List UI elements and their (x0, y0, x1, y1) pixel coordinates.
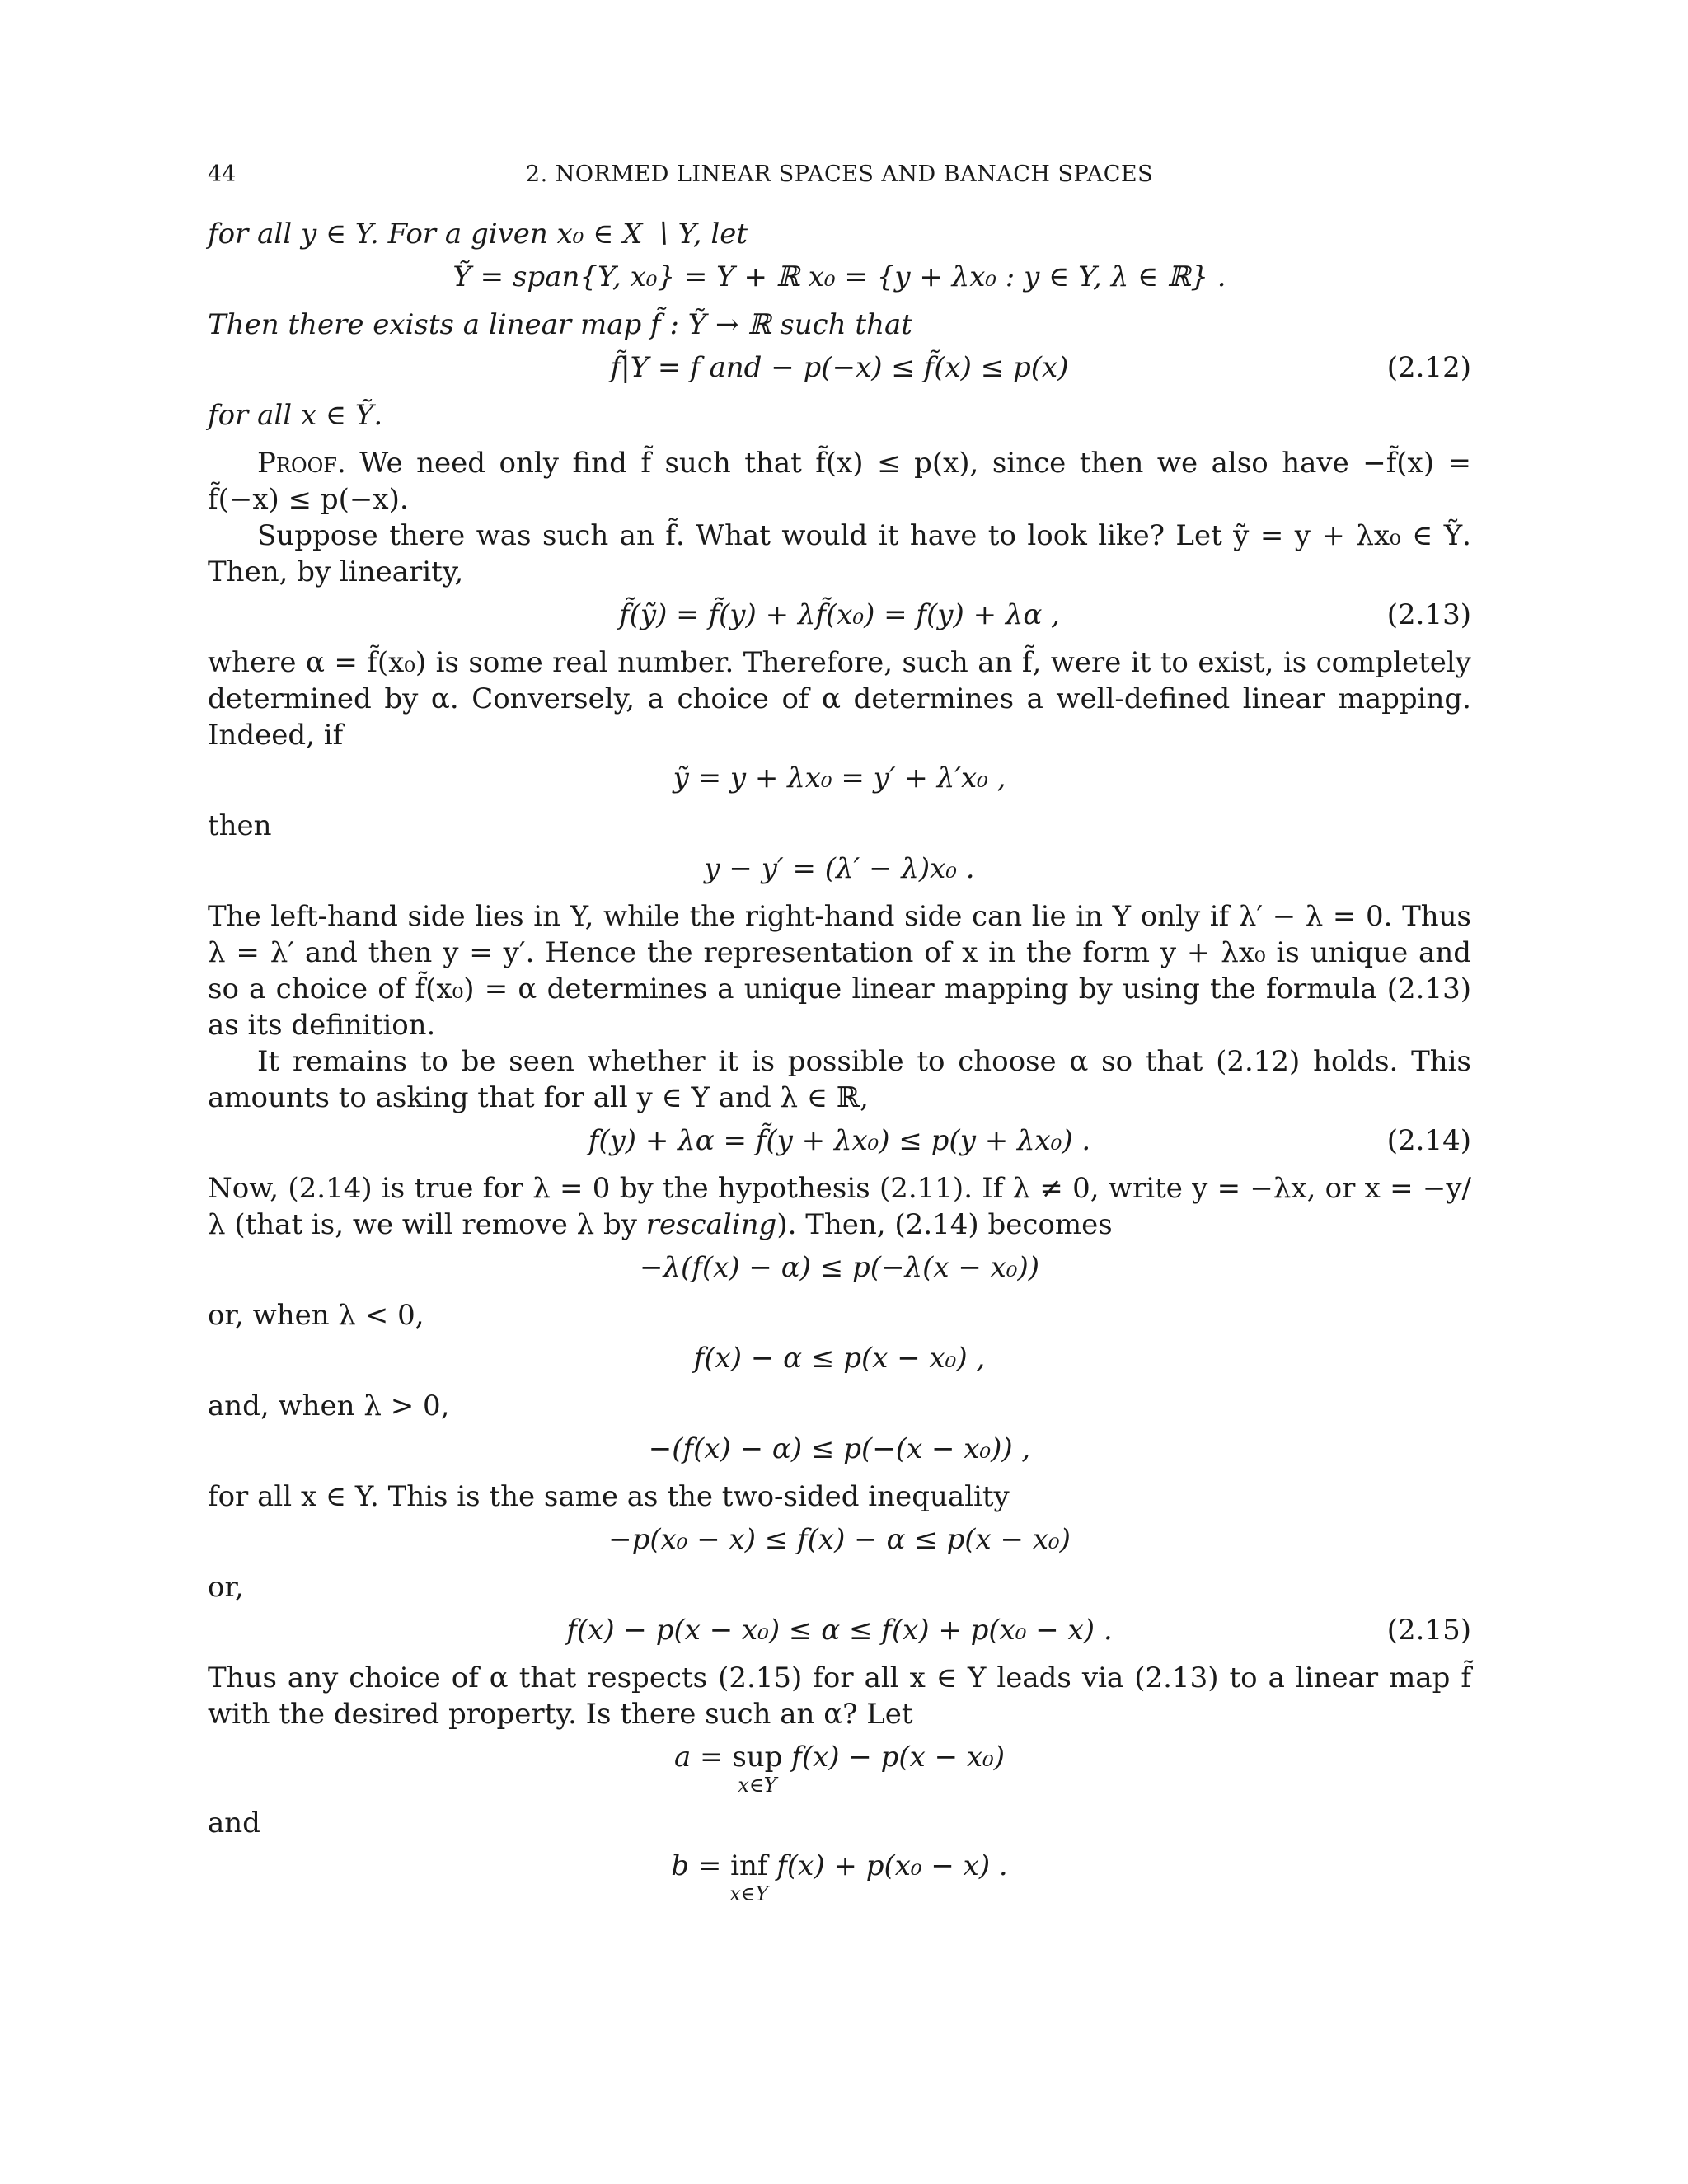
page-header (208, 162, 1471, 194)
equation-two-sided (208, 1521, 1471, 1558)
equation-2-15 (208, 1612, 1471, 1648)
equation-number-2-14: (2.14) (1386, 1124, 1471, 1157)
inf-operator (729, 1848, 769, 1905)
emphasis-rescaling: rescaling (645, 1208, 777, 1241)
equation-a-rhs: f(x) − p(x − x₀) (782, 1741, 1006, 1774)
equation-a-sup (208, 1739, 1471, 1797)
text-then: then (208, 809, 272, 842)
equation-2-13-text: f̃(ỹ) = f̃(y) + λf̃(x₀) = f(y) + λα , (619, 598, 1060, 631)
equation-rescaled-text: −λ(f(x) − α) ≤ p(−λ(x − x₀)) (640, 1251, 1039, 1284)
theorem-line-2: Then there exists a linear map f̃ : Ỹ → ℝ such that (208, 308, 912, 341)
proof-paragraph-1-text: We need only find f̃ such that f̃(x) ≤ p(x), since then we also have −f̃(x) = f̃(−x) ≤ p(−x). (208, 447, 1472, 516)
equation-ytilde-text: ỹ = y + λx₀ = y′ + λ′x₀ , (673, 762, 1006, 794)
equation-2-14-text: f(y) + λα = f̃(y + λx₀) ≤ p(y + λx₀) . (588, 1124, 1091, 1157)
proof-paragraph-6-a: Now, (2.14) is true for λ = 0 by the hypothesis (2.11). If λ ≠ 0, write y = −λx, or x = −y/λ (that is, we will remove λ by (208, 1172, 1471, 1241)
equation-number-2-12: (2.12) (1386, 351, 1471, 384)
equation-b-rhs: f(x) + p(x₀ − x) . (767, 1849, 1008, 1882)
equation-lambda-negative-text: f(x) − α ≤ p(x − x₀) , (693, 1342, 986, 1375)
equation-lambda-positive (208, 1431, 1471, 1467)
text-lambda-positive: and, when λ > 0, (208, 1390, 450, 1422)
inf-operator-text: inf (730, 1849, 768, 1882)
equation-a-lhs: a = (673, 1741, 733, 1774)
equation-span (208, 259, 1471, 295)
equation-2-14 (208, 1122, 1471, 1159)
equation-b-lhs: b = (671, 1849, 731, 1882)
page-number: 44 (208, 162, 237, 187)
sup-subscript: x∈Y (738, 1774, 777, 1797)
inf-subscript: x∈Y (729, 1882, 769, 1905)
proof-paragraph-5: It remains to be seen whether it is possible to choose α so that (2.12) holds. This amounts to asking that for all y ∈ Y and λ ∈ ℝ, (208, 1045, 1471, 1114)
equation-lambda-positive-text: −(f(x) − α) ≤ p(−(x − x₀)) , (648, 1432, 1031, 1465)
proof-paragraph-6 (208, 1170, 1471, 1243)
proof-paragraph-2: Suppose there was such an f̃. What would it have to look like? Let ỹ = y + λx₀ ∈ Ỹ. Then, by linearity, (208, 519, 1471, 588)
equation-difference-text: y − y′ = (λ′ − λ)x₀ . (704, 852, 975, 885)
equation-2-12-text: f̃|Y = f and − p(−x) ≤ f̃(x) ≤ p(x) (610, 351, 1069, 384)
text-lambda-negative: or, when λ < 0, (208, 1299, 424, 1332)
equation-number-2-13: (2.13) (1386, 598, 1471, 631)
page-body (208, 216, 1471, 1914)
proof-paragraph-4: The left-hand side lies in Y, while the right-hand side can lie in Y only if λ′ − λ = 0. Thus λ = λ′ and then y = y′. Hence the representation of x in the form y + λx₀ is unique and so a choice of f̃(x₀) = α determines a unique linear mapping by using the formula (2.13) as its definition. (208, 900, 1471, 1042)
equation-two-sided-text: −p(x₀ − x) ≤ f(x) − α ≤ p(x − x₀) (608, 1523, 1071, 1556)
proof-paragraph-7: Thus any choice of α that respects (2.15) for all x ∈ Y leads via (2.13) to a linear map f̃ with the desired property. Is there such an α? Let (208, 1661, 1471, 1731)
equation-span-text: Ỹ = span{Y, x₀} = Y + ℝ x₀ = {y + λx₀ : y ∈ Y, λ ∈ ℝ} . (452, 260, 1226, 293)
equation-2-13 (208, 597, 1471, 633)
proof-label: Proof. (257, 447, 346, 480)
theorem-line-1: for all y ∈ Y. For a given x₀ ∈ X ∖ Y, let (208, 218, 748, 251)
equation-ytilde (208, 760, 1471, 796)
equation-b-inf (208, 1848, 1471, 1905)
equation-2-12 (208, 349, 1471, 386)
text-and: and (208, 1807, 260, 1840)
equation-lambda-negative (208, 1340, 1471, 1376)
running-head: 2. NORMED LINEAR SPACES AND BANACH SPACES (525, 162, 1154, 187)
equation-difference (208, 851, 1471, 887)
sup-operator (732, 1739, 783, 1797)
text-two-sided: for all x ∈ Y. This is the same as the two-sided inequality (208, 1480, 1010, 1513)
equation-number-2-15: (2.15) (1386, 1614, 1471, 1647)
proof-paragraph-1 (208, 445, 1471, 518)
equation-2-15-text: f(x) − p(x − x₀) ≤ α ≤ f(x) + p(x₀ − x) . (566, 1614, 1113, 1647)
sup-operator-text: sup (732, 1741, 783, 1774)
proof-paragraph-3: where α = f̃(x₀) is some real number. Therefore, such an f̃, were it to exist, is completely determined by α. Conversely, a choice of α determines a well-defined linear mapping. Indeed, if (208, 646, 1471, 752)
theorem-line-3: for all x ∈ Ỹ. (208, 399, 383, 432)
text-or: or, (208, 1571, 244, 1604)
equation-rescaled (208, 1249, 1471, 1286)
proof-paragraph-6-b: ). Then, (2.14) becomes (776, 1208, 1113, 1241)
